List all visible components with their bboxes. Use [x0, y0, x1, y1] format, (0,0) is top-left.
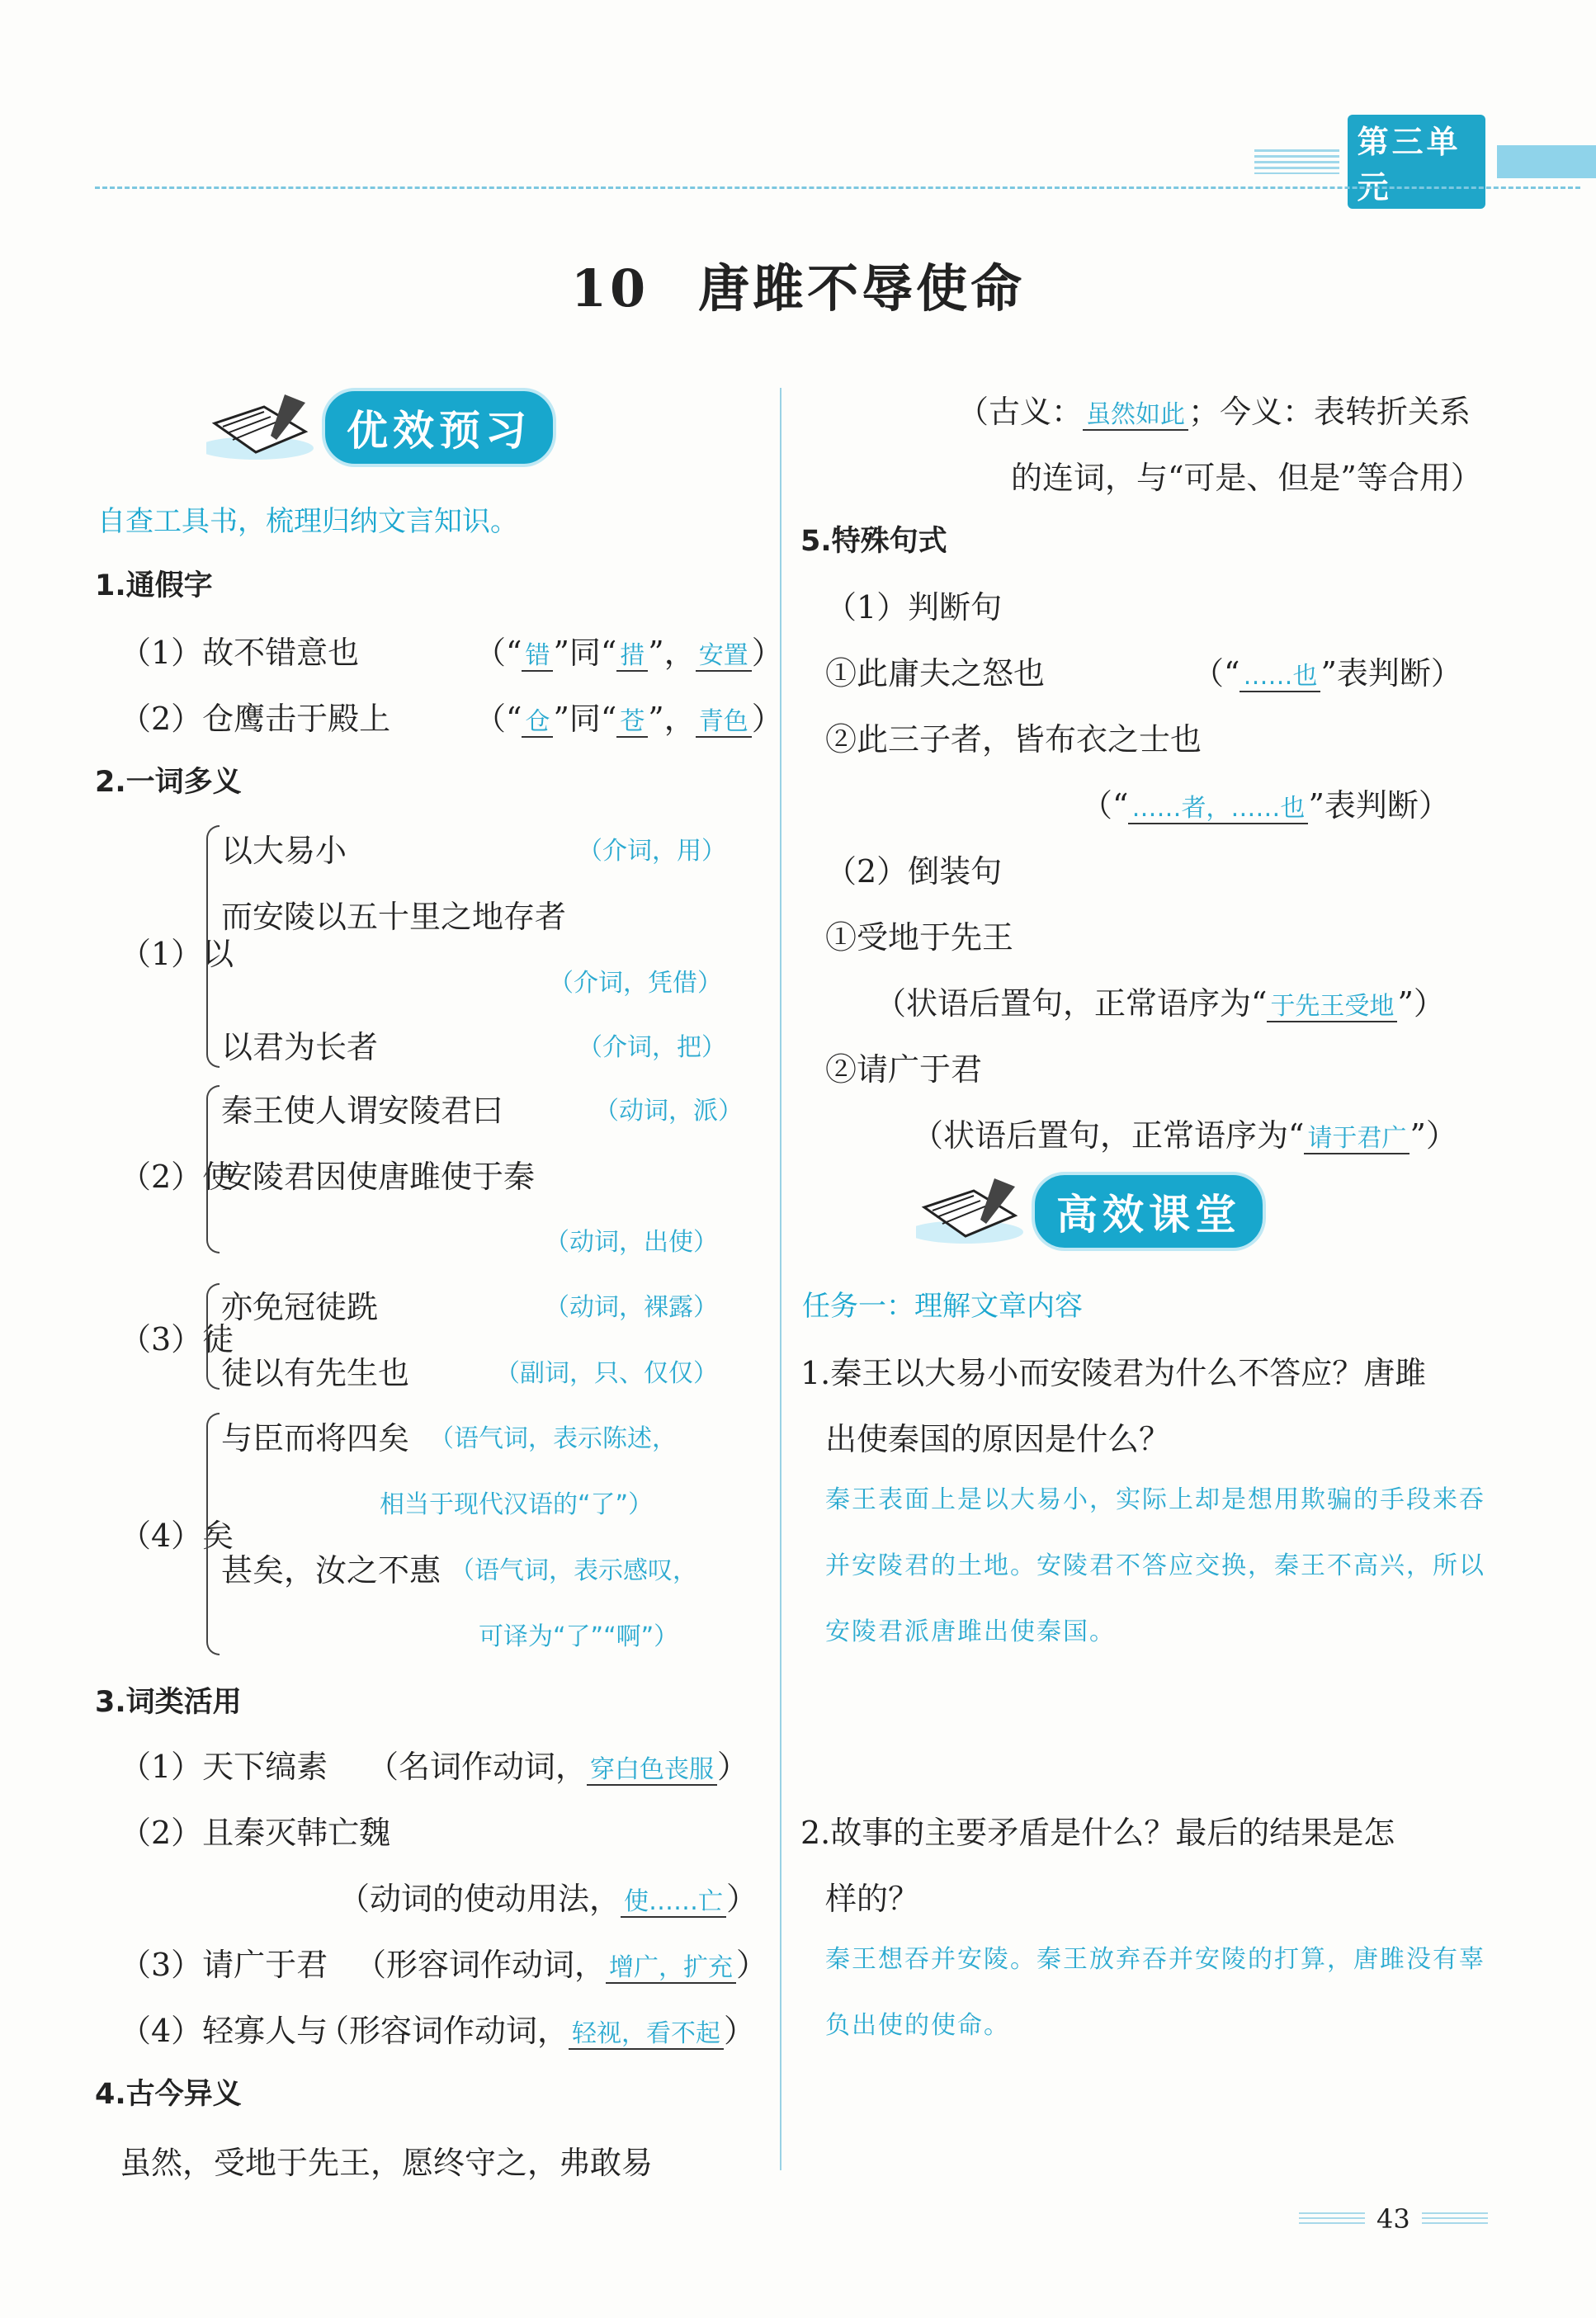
unit-badge: [1254, 124, 1596, 205]
question-1-line-2: 出使秦国的原因是什么？: [825, 1421, 1171, 1457]
preview-banner: [206, 388, 556, 467]
polysemy-answer: （介词，凭借）: [549, 969, 722, 998]
polysemy-answer: （动词，出使）: [545, 1228, 718, 1257]
polysemy-answer: （动词，裸露）: [545, 1293, 718, 1322]
polysemy-sentence: 徒以有先生也: [221, 1355, 410, 1391]
word-class-item: （3）请广于君: [120, 1947, 328, 1983]
polysemy-answer: 可译为“了”“啊”）: [479, 1622, 679, 1651]
task-heading: 任务一：理解文章内容: [802, 1290, 1083, 1323]
ancient-meaning-line-2: 的连词，与“可是、但是”等合用）: [1011, 460, 1482, 496]
section-1-heading: 1.通假字: [95, 569, 213, 602]
polysemy-answer: （语气词，表示陈述，: [429, 1424, 677, 1453]
book-pen-icon: [206, 390, 322, 465]
sentence-example: ①受地于先王: [825, 919, 1014, 956]
brace: [206, 1413, 220, 1655]
word-class-answer: （形容词作动词， 轻视，看不起 ）: [318, 2013, 756, 2049]
brace: [206, 825, 220, 1068]
polysemy-answer: （动词，派）: [594, 1097, 743, 1126]
word-class-answer: （名词作动词， 穿白色丧服 ）: [367, 1749, 749, 1785]
ancient-meaning-line: （古义： 虽然如此 ；今义：表转折关系: [957, 394, 1471, 430]
sentence-type-heading: （1）判断句: [825, 589, 1003, 626]
polysemy-sentence: 甚矣，汝之不惠: [221, 1552, 441, 1589]
ancient-modern-sentence: 虽然，受地于先王，愿终守之，弗敢易: [120, 2145, 654, 2181]
tongjia-answer-2: （“ 仓 ”同“ 苍 ”， 青色 ）: [475, 701, 783, 737]
section-3-heading: 3.词类活用: [95, 1686, 242, 1719]
lesson-name: 唐雎不辱使命: [698, 258, 1026, 319]
polysemy-sentence: 秦王使人谓安陵君曰: [221, 1093, 504, 1129]
polysemy-answer: （介词，用）: [578, 837, 726, 866]
left-subtitle: 自查工具书，梳理归纳文言知识。: [97, 505, 518, 538]
sentence-example: ②此三子者，皆布衣之士也: [825, 721, 1202, 758]
polysemy-sentence: 亦免冠徒跣: [221, 1289, 379, 1325]
sentence-example: ②请广于君: [825, 1051, 983, 1088]
page-decoration: [1299, 2212, 1365, 2226]
header-divider: [95, 186, 1580, 189]
sentence-note: （“ ……也 ”表判断）: [1192, 655, 1462, 692]
question-2-line-2: 样的？: [825, 1881, 920, 1917]
tongjia-item-2: （2）仓鹰击于殿上: [120, 701, 391, 737]
word-class-answer: （动词的使动用法， 使……亡 ）: [338, 1881, 758, 1917]
page-decoration: [1422, 2212, 1488, 2226]
header-bar: [1497, 145, 1596, 178]
sentence-note: （状语后置句，正常语序为“ 于先王受地 ”）: [875, 985, 1445, 1022]
word-class-item: （2）且秦灭韩亡魏: [120, 1815, 391, 1851]
polysemy-answer: （语气词，表示感叹，: [450, 1556, 697, 1585]
polysemy-label-tu: （3）徒: [120, 1321, 234, 1357]
polysemy-label-yi: （1）以: [120, 936, 234, 972]
brace: [206, 1283, 220, 1390]
polysemy-answer: （介词，把）: [578, 1033, 726, 1062]
polysemy-label-yi2: （4）矣: [120, 1518, 234, 1554]
book-pen-icon: [916, 1174, 1032, 1249]
polysemy-sentence: 以大易小: [221, 833, 347, 869]
tongjia-item-1: （1）故不错意也: [120, 635, 360, 671]
polysemy-sentence: 与臣而将四矣: [221, 1420, 410, 1456]
answer-2: 秦王想吞并安陵。秦王放弃吞并安陵的打算，唐雎没有辜负出使的使命。: [825, 1945, 1485, 2040]
lesson-number: 10: [570, 258, 649, 319]
preview-banner-label: 优效预习: [322, 388, 556, 467]
classroom-banner: [916, 1172, 1266, 1251]
polysemy-sentence: 而安陵以五十里之地存者: [221, 899, 567, 935]
header-decoration: [1254, 149, 1339, 174]
page-number: [1287, 2203, 1499, 2235]
polysemy-sentence: 以君为长者: [221, 1029, 379, 1065]
unit-label: 第三单元: [1348, 115, 1486, 209]
answer-1: 秦王表面上是以大易小，实际上却是想用欺骗的手段来吞并安陵君的土地。安陵君不答应交换，秦王不高兴，所以安陵君派唐雎出使秦国。: [825, 1485, 1485, 1646]
lesson-title: [0, 248, 1596, 321]
word-class-item: （4）轻寡人与: [120, 2013, 328, 2049]
page-number-text: 43: [1376, 2203, 1410, 2235]
section-4-heading: 4.古今异义: [95, 2078, 242, 2111]
polysemy-answer: （副词，只、仅仅）: [495, 1359, 718, 1388]
brace: [206, 1085, 220, 1253]
sentence-type-heading: （2）倒装句: [825, 853, 1003, 890]
sentence-note: （状语后置句，正常语序为“ 请于君广 ”）: [912, 1117, 1457, 1154]
sentence-example: ①此庸夫之怒也: [825, 655, 1046, 692]
question-2-line-1: 2.故事的主要矛盾是什么？最后的结果是怎: [800, 1815, 1395, 1851]
polysemy-sentence: 安陵君因使唐雎使于秦: [221, 1159, 536, 1195]
classroom-banner-label: 高效课堂: [1032, 1172, 1266, 1251]
section-5-heading: 5.特殊句式: [800, 525, 947, 558]
polysemy-label-shi: （2）使: [120, 1159, 234, 1195]
word-class-answer: （形容词作动词， 增广，扩充 ）: [355, 1947, 768, 1983]
polysemy-answer: 相当于现代汉语的“了”）: [380, 1490, 654, 1519]
question-1-line-1: 1.秦王以大易小而安陵君为什么不答应？唐雎: [800, 1355, 1427, 1391]
tongjia-answer-1: （“ 错 ”同“ 措 ”， 安置 ）: [475, 635, 783, 671]
section-2-heading: 2.一词多义: [95, 766, 242, 799]
sentence-note: （“ ……者，……也 ”表判断）: [1081, 787, 1450, 824]
word-class-item: （1）天下缟素: [120, 1749, 328, 1785]
